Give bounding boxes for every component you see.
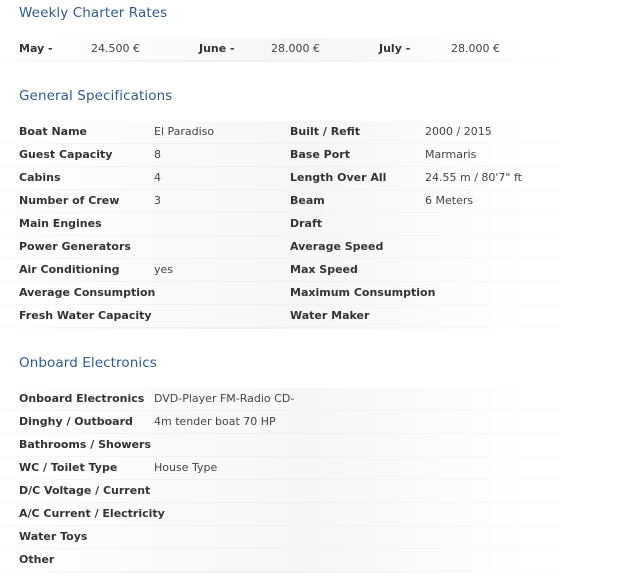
spec-label: Power Generators (19, 240, 131, 253)
electronics-row (0, 434, 560, 456)
electronics-row (0, 526, 560, 548)
electronics-label: Bathrooms / Showers (19, 438, 152, 451)
spec-row (0, 144, 560, 166)
rate-price-july: 28.000 € (451, 42, 500, 55)
spec-label: Fresh Water Capacity (19, 309, 152, 322)
electronics-row (0, 549, 560, 571)
rate-month-june: June - (199, 42, 235, 55)
spec-value: 8 (154, 148, 161, 161)
spec-label: Boat Name (19, 125, 88, 138)
electronics-row (0, 411, 560, 433)
spec-row (0, 236, 560, 258)
electronics-label: WC / Toilet Type (19, 461, 118, 474)
electronics-row (0, 388, 560, 410)
electronics-value: 4m tender boat 70 HP (154, 415, 276, 428)
electronics-label: A/C Current / Electricity (19, 507, 165, 520)
spec-row (0, 190, 560, 212)
spec-value: 2000 / 2015 (425, 125, 492, 138)
spec-row (0, 121, 560, 143)
spec-label: Draft (290, 217, 323, 230)
spec-row (0, 259, 560, 281)
spec-row (0, 305, 560, 327)
spec-value: Marmaris (425, 148, 477, 161)
spec-label: Length Over All (290, 171, 387, 184)
rate-month-may: May - (19, 42, 53, 55)
spec-value: 24.55 m / 80'7" ft (425, 171, 522, 184)
electronics-label: Onboard Electronics (19, 392, 145, 405)
rate-price-june: 28.000 € (271, 42, 320, 55)
rate-price-may: 24.500 € (91, 42, 140, 55)
electronics-label: D/C Voltage / Current (19, 484, 151, 497)
onboard-electronics-title: Onboard Electronics (19, 355, 157, 371)
spec-label: Cabins (19, 171, 61, 184)
charter-rates-row (0, 38, 560, 60)
electronics-value: DVD-Player FM-Radio CD- (154, 392, 295, 405)
spec-row (0, 213, 560, 235)
spec-value: yes (154, 263, 174, 276)
electronics-row (0, 457, 560, 479)
spec-label: Beam (290, 194, 325, 207)
spec-value: 6 Meters (425, 194, 474, 207)
spec-label: Average Consumption (19, 286, 156, 299)
general-specifications-title: General Specifications (19, 88, 173, 104)
spec-row (0, 167, 560, 189)
spec-row (0, 282, 560, 304)
spec-value: 4 (154, 171, 161, 184)
electronics-label: Water Toys (19, 530, 88, 543)
spec-label: Max Speed (290, 263, 358, 276)
spec-label: Air Conditioning (19, 263, 120, 276)
weekly-charter-rates-title: Weekly Charter Rates (19, 5, 168, 21)
spec-value: 3 (154, 194, 161, 207)
electronics-label: Dinghy / Outboard (19, 415, 133, 428)
spec-label: Water Maker (290, 309, 370, 322)
spec-value: El Paradiso (154, 125, 215, 138)
spec-label: Maximum Consumption (290, 286, 436, 299)
electronics-value: House Type (154, 461, 218, 474)
spec-label: Built / Refit (290, 125, 361, 138)
spec-label: Number of Crew (19, 194, 120, 207)
spec-label: Base Port (290, 148, 350, 161)
spec-label: Average Speed (290, 240, 384, 253)
electronics-row (0, 480, 560, 502)
electronics-label: Other (19, 553, 55, 566)
rate-month-july: July - (379, 42, 411, 55)
electronics-row (0, 503, 560, 525)
spec-label: Guest Capacity (19, 148, 113, 161)
spec-label: Main Engines (19, 217, 102, 230)
